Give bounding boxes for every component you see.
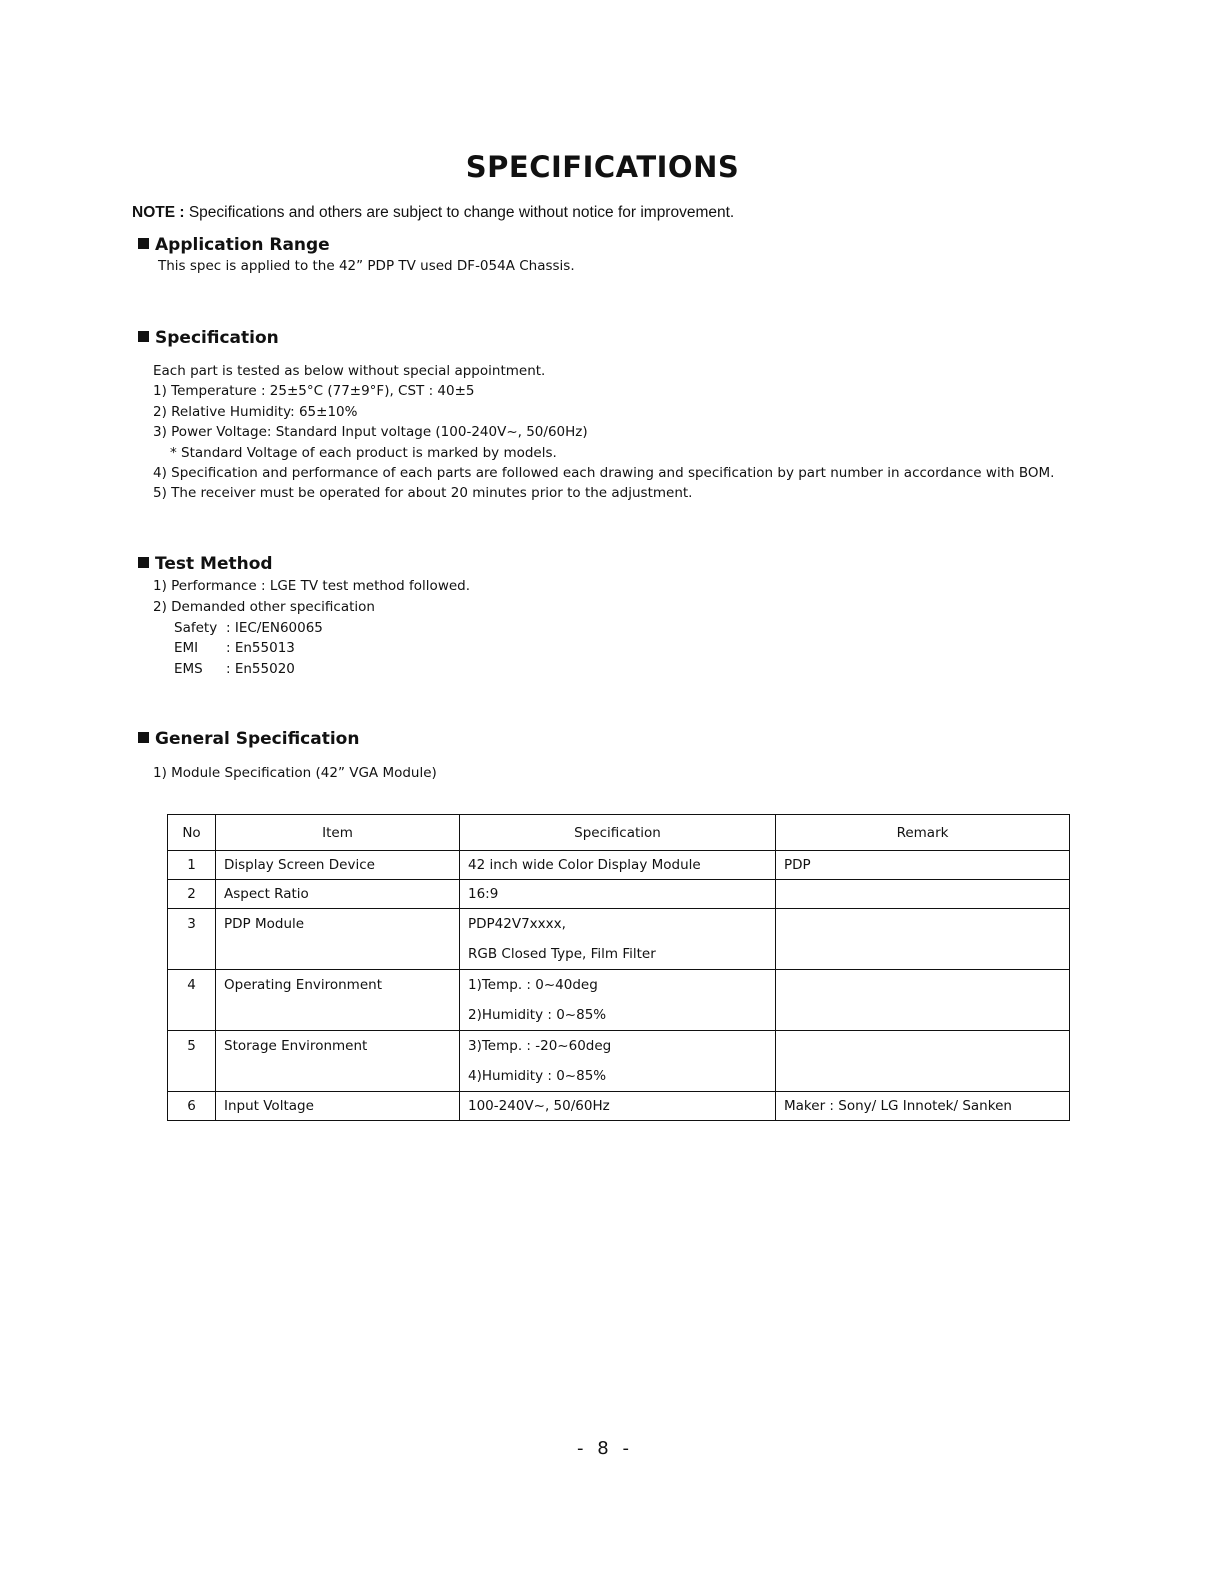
cell-no: 4: [168, 970, 216, 1031]
spec-line-humidity: 2) Relative Humidity: 65±10%: [153, 404, 358, 420]
cell-spec-line: RGB Closed Type, Film Filter: [468, 946, 656, 962]
standard-name-safety: Safety: [174, 620, 218, 636]
column-header-item: Item: [216, 815, 460, 851]
cell-no: 3: [168, 909, 216, 970]
cell-no: 6: [168, 1092, 216, 1121]
table-row: [168, 1031, 1070, 1092]
table-row: [168, 880, 1070, 909]
table-row: [168, 1092, 1070, 1121]
page-title: SPECIFICATIONS: [465, 150, 740, 184]
cell-item: Operating Environment: [216, 970, 460, 1031]
module-spec-subheading: 1) Module Specification (42” VGA Module): [153, 765, 437, 781]
standard-name-ems: EMS: [174, 661, 203, 677]
cell-spec: [460, 909, 776, 970]
spec-line-power: 3) Power Voltage: Standard Input voltage (100-240V~, 50/60Hz): [153, 424, 588, 440]
cell-item: PDP Module: [216, 909, 460, 970]
spec-line-power-note: * Standard Voltage of each product is marked by models.: [170, 445, 557, 461]
note: [132, 204, 734, 222]
cell-remark: [776, 1031, 1070, 1092]
cell-remark: PDP: [776, 851, 1070, 880]
column-header-specification: Specification: [460, 815, 776, 851]
bullet-square-icon: [138, 557, 149, 568]
test-method-heading: Test Method: [138, 554, 273, 574]
table-row: [168, 970, 1070, 1031]
cell-no: 1: [168, 851, 216, 880]
cell-item: Input Voltage: [216, 1092, 460, 1121]
bullet-square-icon: [138, 238, 149, 249]
cell-item: Storage Environment: [216, 1031, 460, 1092]
cell-item: Display Screen Device: [216, 851, 460, 880]
standard-value-safety: : IEC/EN60065: [226, 620, 323, 636]
cell-spec: [460, 1031, 776, 1092]
table-header-row: [168, 815, 1070, 851]
standard-name-emi: EMI: [174, 640, 199, 656]
cell-spec-line: 1)Temp. : 0~40deg: [468, 977, 598, 993]
bullet-square-icon: [138, 732, 149, 743]
bullet-square-icon: [138, 331, 149, 342]
module-spec-table: [167, 814, 1070, 1121]
cell-spec-line: 4)Humidity : 0~85%: [468, 1068, 607, 1084]
cell-spec: 42 inch wide Color Display Module: [460, 851, 776, 880]
application-range-heading: Application Range: [138, 235, 330, 255]
general-specification-heading: General Specification: [138, 729, 359, 749]
table-row: [168, 851, 1070, 880]
application-range-text: This spec is applied to the 42” PDP TV used DF-054A Chassis.: [158, 258, 575, 274]
cell-remark: [776, 970, 1070, 1031]
column-header-no: No: [168, 815, 216, 851]
standard-value-ems: : En55020: [226, 661, 295, 677]
cell-spec: [460, 970, 776, 1031]
note-label: NOTE :: [132, 204, 185, 221]
cell-spec-line: PDP42V7xxxx,: [468, 916, 566, 932]
spec-line-bom: 4) Specification and performance of each parts are followed each drawing and specification by part number in accordance with BOM.: [153, 465, 1055, 481]
cell-remark: Maker : Sony/ LG Innotek/ Sanken: [776, 1092, 1070, 1121]
cell-spec-line: 2)Humidity : 0~85%: [468, 1007, 607, 1023]
cell-no: 2: [168, 880, 216, 909]
cell-spec-line: 3)Temp. : -20~60deg: [468, 1038, 612, 1054]
page-number: - 8 -: [577, 1438, 633, 1459]
standard-value-emi: : En55013: [226, 640, 295, 656]
spec-line-intro: Each part is tested as below without special appointment.: [153, 363, 546, 379]
cell-remark: [776, 909, 1070, 970]
note-text: Specifications and others are subject to change without notice for improvement.: [188, 204, 735, 221]
column-header-remark: Remark: [776, 815, 1070, 851]
cell-spec: 100-240V~, 50/60Hz: [460, 1092, 776, 1121]
cell-spec: 16:9: [460, 880, 776, 909]
cell-item: Aspect Ratio: [216, 880, 460, 909]
test-line-demanded: 2) Demanded other specification: [153, 599, 375, 615]
specification-heading: Specification: [138, 328, 279, 348]
cell-remark: [776, 880, 1070, 909]
test-line-performance: 1) Performance : LGE TV test method followed.: [153, 578, 471, 594]
spec-line-warmup: 5) The receiver must be operated for about 20 minutes prior to the adjustment.: [153, 485, 693, 501]
table-row: [168, 909, 1070, 970]
cell-no: 5: [168, 1031, 216, 1092]
spec-line-temperature: 1) Temperature : 25±5°C (77±9°F), CST : 40±5: [153, 383, 475, 399]
